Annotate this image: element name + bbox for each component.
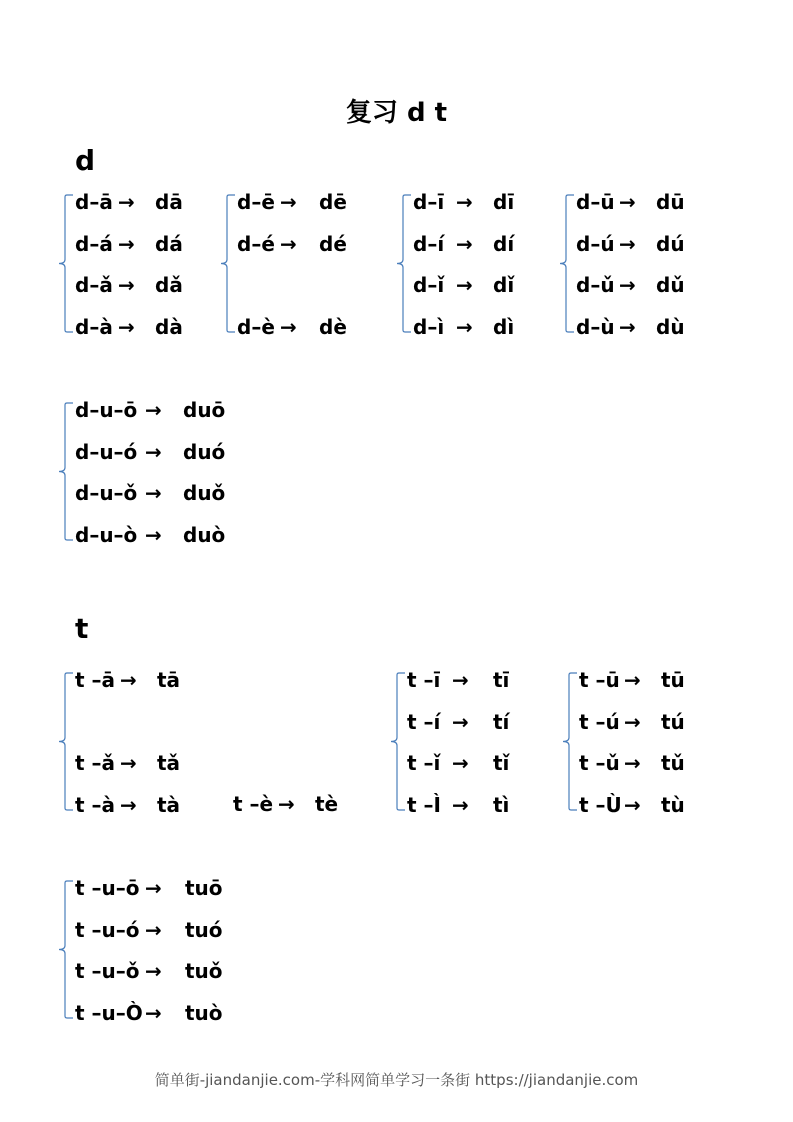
pinyin-syllable: tuō — [185, 876, 223, 900]
pinyin-syllable: tà — [157, 792, 181, 817]
pinyin-syllable: tè — [315, 792, 339, 816]
pinyin-syllable: dè — [319, 314, 347, 339]
arrow-icon: → — [145, 917, 162, 942]
pinyin-spelling: d–ì — [413, 314, 445, 339]
pinyin-row — [75, 438, 243, 466]
arrow-icon: → — [280, 190, 297, 214]
arrow-icon: → — [619, 190, 636, 214]
arrow-icon: → — [619, 314, 636, 339]
pinyin-syllable: duǒ — [183, 481, 226, 505]
pinyin-row — [579, 708, 721, 736]
pinyin-syllable: tì — [493, 792, 510, 817]
pinyin-syllable: tī — [493, 668, 510, 692]
pinyin-spelling: d–ù — [576, 314, 615, 339]
arrow-icon: → — [452, 792, 469, 817]
arrow-icon: → — [624, 709, 641, 734]
pinyin-spelling: t –u–Ò — [75, 1000, 143, 1025]
arrow-icon: → — [624, 668, 641, 692]
pinyin-row — [237, 230, 379, 258]
arrow-icon: → — [145, 522, 162, 547]
pinyin-spelling: t –ǎ — [75, 751, 116, 775]
pinyin-spelling: d–à — [75, 314, 113, 339]
pinyin-spelling: d–u–ǒ — [75, 481, 138, 505]
pinyin-spelling: d–í — [413, 231, 445, 256]
brace-bracket — [554, 193, 578, 334]
arrow-icon: → — [456, 314, 473, 339]
pinyin-spelling: d–u–ō — [75, 398, 138, 422]
brace-bracket — [557, 671, 581, 812]
pinyin-spelling: d–ū — [576, 190, 615, 214]
arrow-icon: → — [145, 481, 162, 505]
arrow-icon: → — [145, 439, 162, 464]
arrow-icon: → — [278, 792, 295, 816]
pinyin-row — [579, 666, 721, 694]
pinyin-spelling: t –u–ó — [75, 917, 140, 942]
pinyin-row — [576, 188, 716, 216]
pinyin-spelling: t –ū — [579, 668, 620, 692]
arrow-icon: → — [619, 231, 636, 256]
brace-bracket — [53, 193, 77, 334]
arrow-icon: → — [624, 792, 641, 817]
pinyin-row — [407, 708, 553, 736]
pinyin-spelling: d–ā — [75, 190, 113, 214]
pinyin-syllable: tǐ — [493, 751, 510, 775]
pinyin-syllable: tū — [661, 668, 685, 692]
pinyin-syllable: tuó — [185, 917, 223, 942]
pinyin-syllable: tú — [661, 709, 685, 734]
pinyin-spelling: d–ī — [413, 190, 445, 214]
pinyin-row — [579, 791, 721, 819]
pinyin-spelling: t –à — [75, 792, 116, 817]
arrow-icon: → — [456, 190, 473, 214]
pinyin-spelling: t –ā — [75, 668, 116, 692]
brace-bracket — [53, 671, 77, 812]
pinyin-row — [75, 791, 217, 819]
pinyin-spelling: d–è — [237, 314, 275, 339]
pinyin-spelling: t –ú — [579, 709, 620, 734]
pinyin-syllable: dǎ — [155, 273, 183, 297]
pinyin-syllable: dì — [493, 314, 515, 339]
arrow-icon: → — [145, 398, 162, 422]
arrow-icon: → — [280, 231, 297, 256]
pinyin-spelling: d–á — [75, 231, 113, 256]
pinyin-row — [413, 313, 553, 341]
pinyin-syllable: dē — [319, 190, 347, 214]
arrow-icon: → — [452, 709, 469, 734]
pinyin-row — [75, 916, 245, 944]
pinyin-row — [237, 313, 379, 341]
pinyin-syllable: dǐ — [493, 273, 515, 297]
arrow-icon: → — [118, 190, 135, 214]
pinyin-row — [75, 396, 243, 424]
pinyin-spelling: d–ǔ — [576, 273, 615, 297]
pinyin-spelling: t –ǔ — [579, 751, 620, 775]
pinyin-row — [75, 666, 217, 694]
pinyin-syllable: dù — [656, 314, 685, 339]
pinyin-syllable: dū — [656, 190, 685, 214]
arrow-icon: → — [120, 668, 137, 692]
pinyin-syllable: dī — [493, 190, 515, 214]
pinyin-spelling: d–ē — [237, 190, 275, 214]
arrow-icon: → — [456, 273, 473, 297]
pinyin-spelling: t –í — [407, 709, 441, 734]
pinyin-spelling: t –è — [233, 792, 274, 816]
brace-bracket — [385, 671, 409, 812]
pinyin-spelling: t –Ì — [407, 792, 441, 817]
pinyin-spelling: t –ǐ — [407, 751, 441, 775]
pinyin-row — [407, 791, 553, 819]
pinyin-syllable: tǎ — [157, 751, 181, 775]
pinyin-syllable: tù — [661, 792, 685, 817]
pinyin-spelling: d–ú — [576, 231, 615, 256]
pinyin-row — [576, 271, 716, 299]
brace-bracket — [391, 193, 415, 334]
pinyin-row — [75, 999, 245, 1027]
pinyin-row — [75, 313, 215, 341]
arrow-icon: → — [145, 876, 162, 900]
pinyin-spelling: d–é — [237, 231, 275, 256]
pinyin-row — [233, 790, 375, 818]
pinyin-row — [75, 479, 243, 507]
pinyin-syllable: tí — [493, 709, 510, 734]
pinyin-row — [579, 749, 721, 777]
arrow-icon: → — [619, 273, 636, 297]
arrow-icon: → — [452, 668, 469, 692]
pinyin-syllable: dé — [319, 231, 347, 256]
pinyin-spelling: d–ǐ — [413, 273, 445, 297]
pinyin-syllable: tuǒ — [185, 959, 223, 983]
pinyin-row — [75, 521, 243, 549]
pinyin-row — [75, 874, 245, 902]
pinyin-syllable: tuò — [185, 1000, 223, 1025]
pinyin-row — [237, 188, 379, 216]
arrow-icon: → — [145, 1000, 162, 1025]
pinyin-spelling: d–ǎ — [75, 273, 113, 297]
pinyin-row — [413, 230, 553, 258]
arrow-icon: → — [118, 273, 135, 297]
pinyin-row — [413, 271, 553, 299]
arrow-icon: → — [118, 231, 135, 256]
pinyin-syllable: duó — [183, 439, 226, 464]
arrow-icon: → — [624, 751, 641, 775]
pinyin-syllable: dà — [155, 314, 183, 339]
arrow-icon: → — [456, 231, 473, 256]
pinyin-row — [75, 749, 217, 777]
pinyin-row — [576, 313, 716, 341]
section-letter-t: t — [75, 612, 89, 645]
pinyin-spelling: t –ī — [407, 668, 441, 692]
arrow-icon: → — [145, 959, 162, 983]
pinyin-row — [75, 271, 215, 299]
pinyin-syllable: dí — [493, 231, 515, 256]
brace-bracket — [53, 401, 77, 542]
brace-bracket — [53, 879, 77, 1020]
pinyin-syllable: dǔ — [656, 273, 685, 297]
arrow-icon: → — [120, 751, 137, 775]
pinyin-spelling: t –u–ǒ — [75, 959, 140, 983]
pinyin-row — [75, 188, 215, 216]
pinyin-syllable: tǔ — [661, 751, 685, 775]
pinyin-syllable: dā — [155, 190, 183, 214]
pinyin-syllable: tā — [157, 668, 181, 692]
arrow-icon: → — [452, 751, 469, 775]
arrow-icon: → — [280, 314, 297, 339]
pinyin-spelling: t –Ù — [579, 792, 622, 817]
pinyin-row — [407, 749, 553, 777]
pinyin-row — [413, 188, 553, 216]
page-title: 复习 d t — [345, 98, 448, 128]
arrow-icon: → — [118, 314, 135, 339]
pinyin-row — [75, 230, 215, 258]
pinyin-row — [576, 230, 716, 258]
pinyin-row — [75, 957, 245, 985]
pinyin-spelling: t –u–ō — [75, 876, 140, 900]
pinyin-spelling: d–u–ò — [75, 522, 138, 547]
pinyin-row — [407, 666, 553, 694]
arrow-icon: → — [120, 792, 137, 817]
footer-text: 简单街-jiandanjie.com-学科网简单学习一条街 https://jiandanjie.com — [154, 1071, 639, 1089]
brace-bracket — [215, 193, 239, 334]
section-letter-d: d — [75, 144, 96, 177]
pinyin-syllable: duō — [183, 398, 226, 422]
pinyin-spelling: d–u–ó — [75, 439, 138, 464]
pinyin-syllable: dá — [155, 231, 183, 256]
pinyin-syllable: dú — [656, 231, 685, 256]
pinyin-syllable: duò — [183, 522, 226, 547]
